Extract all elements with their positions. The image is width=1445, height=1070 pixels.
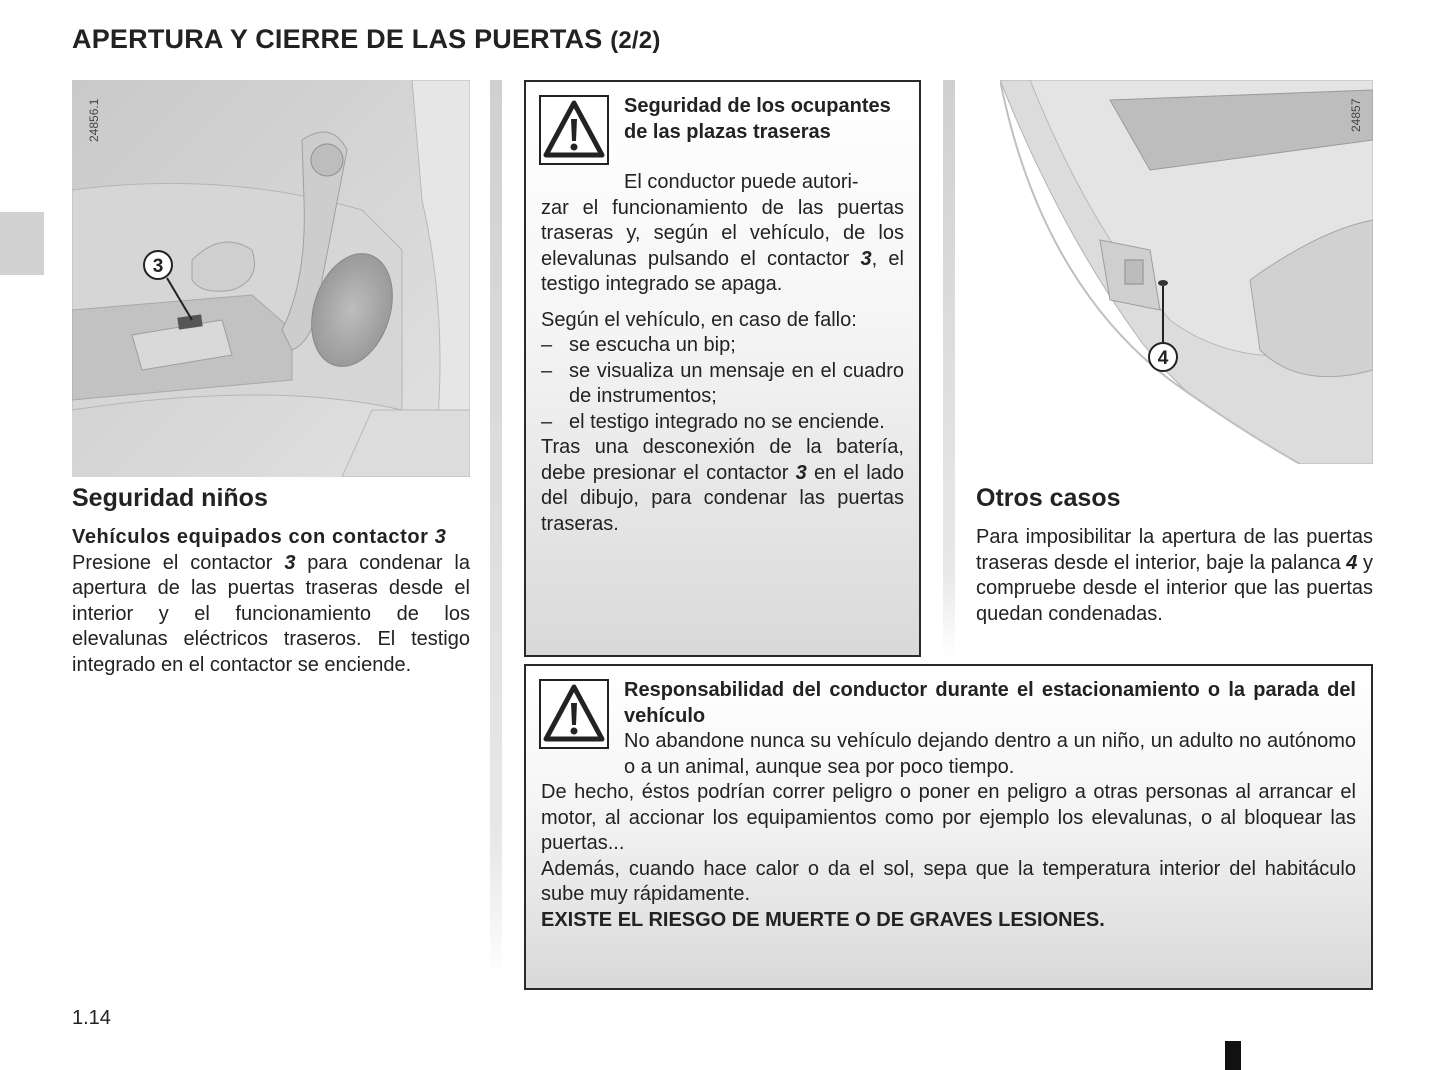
- warning-rear-bullet-3: – el testigo integrado no se enciende.: [541, 410, 885, 433]
- door-panel-drawing: [72, 80, 470, 477]
- warning-triangle-icon: [539, 95, 609, 165]
- warning-driver-para1: No abandone nunca su vehículo dejando dentro a un niño, un adulto no autónomo o a un animal, aunque sea por poco tiempo.: [624, 730, 1356, 778]
- figure-ref-left: 24856.1: [87, 98, 101, 142]
- warning-driver-para3: Además, cuando hace calor o da el sol, sepa que la temperatura interior del habitáculo sube muy rápidamente.: [541, 857, 1356, 905]
- paragraph-otros-casos: Para imposibilitar la apertura de las puertas traseras desde el interior, baje la palanca 4 y compruebe desde el interior que las puertas quedan condenadas.: [976, 526, 1373, 625]
- door-panel-illustration-left: [72, 80, 470, 477]
- thumb-index-mark: [1225, 1041, 1241, 1070]
- warning-triangle-icon: [539, 679, 609, 749]
- warning-box-rear-occupants: [524, 80, 921, 657]
- warning-driver-title: Responsabilidad del conductor durante el estacionamiento o la parada del vehículo: [624, 679, 1356, 727]
- warning-rear-bullet-1: – se escucha un bip;: [541, 334, 736, 356]
- paragraph-contactor: Presione el contactor 3 para condenar la apertura de las puertas traseras desde el interior y el funcionamiento de los elevalunas eléctricos traseros. El testigo integrado en el contactor se enciende.: [72, 551, 471, 676]
- warning-rear-para1-line1: El conductor puede autori-: [624, 171, 859, 193]
- warning-rear-para1: zar el funcionamiento de las puertas traseras y, según el vehículo, de los elevalunas pulsando el contactor 3, el testigo integrado se apaga.: [541, 196, 904, 295]
- warning-rear-bullet-2: – se visualiza un mensaje en el cuadro de instrumentos;: [541, 359, 904, 407]
- page-title: [72, 24, 661, 55]
- chapter-tab: [0, 212, 44, 275]
- callout-4-label: 4: [1157, 348, 1169, 369]
- warning-driver-header: [624, 678, 1356, 780]
- section-heading-seguridad-ninos: Seguridad niños: [72, 484, 268, 512]
- warning-driver-body: [541, 780, 1356, 933]
- page-title-text: APERTURA Y CIERRE DE LAS PUERTAS: [72, 24, 603, 54]
- column-separator-left: [490, 80, 502, 980]
- door-panel-illustration-right: [1000, 80, 1373, 464]
- warning-driver-para4: EXISTE EL RIESGO DE MUERTE O DE GRAVES LESIONES.: [541, 908, 1105, 931]
- warning-rear-para3: Tras una desconexión de la batería, debe presionar el contactor 3 en el lado del dibujo, para condenar las puertas traseras.: [541, 436, 905, 535]
- section-seguridad-ninos-body: [72, 525, 470, 678]
- callout-3-label: 3: [152, 256, 164, 277]
- figure-ref-right: 24857: [1349, 98, 1363, 132]
- warning-rear-para2: Según el vehículo, en caso de fallo:: [541, 308, 857, 331]
- door-lever-drawing: [1000, 80, 1373, 464]
- page-title-suffix: (2/2): [610, 27, 661, 54]
- warning-rear-body: [541, 196, 904, 538]
- subheading-vehiculos: Vehículos equipados con contactor 3: [72, 526, 447, 548]
- section-heading-otros-casos: Otros casos: [976, 484, 1121, 512]
- column-separator-right: [943, 80, 955, 658]
- page-number: 1.14: [72, 1007, 111, 1029]
- warning-driver-para2: De hecho, éstos podrían correr peligro o poner en peligro a otras personas al arrancar el motor, al accionar los equipamientos como por ejemplo los elevalunas, o al bloquear las puertas...: [541, 781, 1356, 854]
- warning-rear-title: Seguridad de los ocupantes de las plazas traseras: [624, 95, 891, 143]
- warning-box-driver-responsibility: [524, 664, 1373, 990]
